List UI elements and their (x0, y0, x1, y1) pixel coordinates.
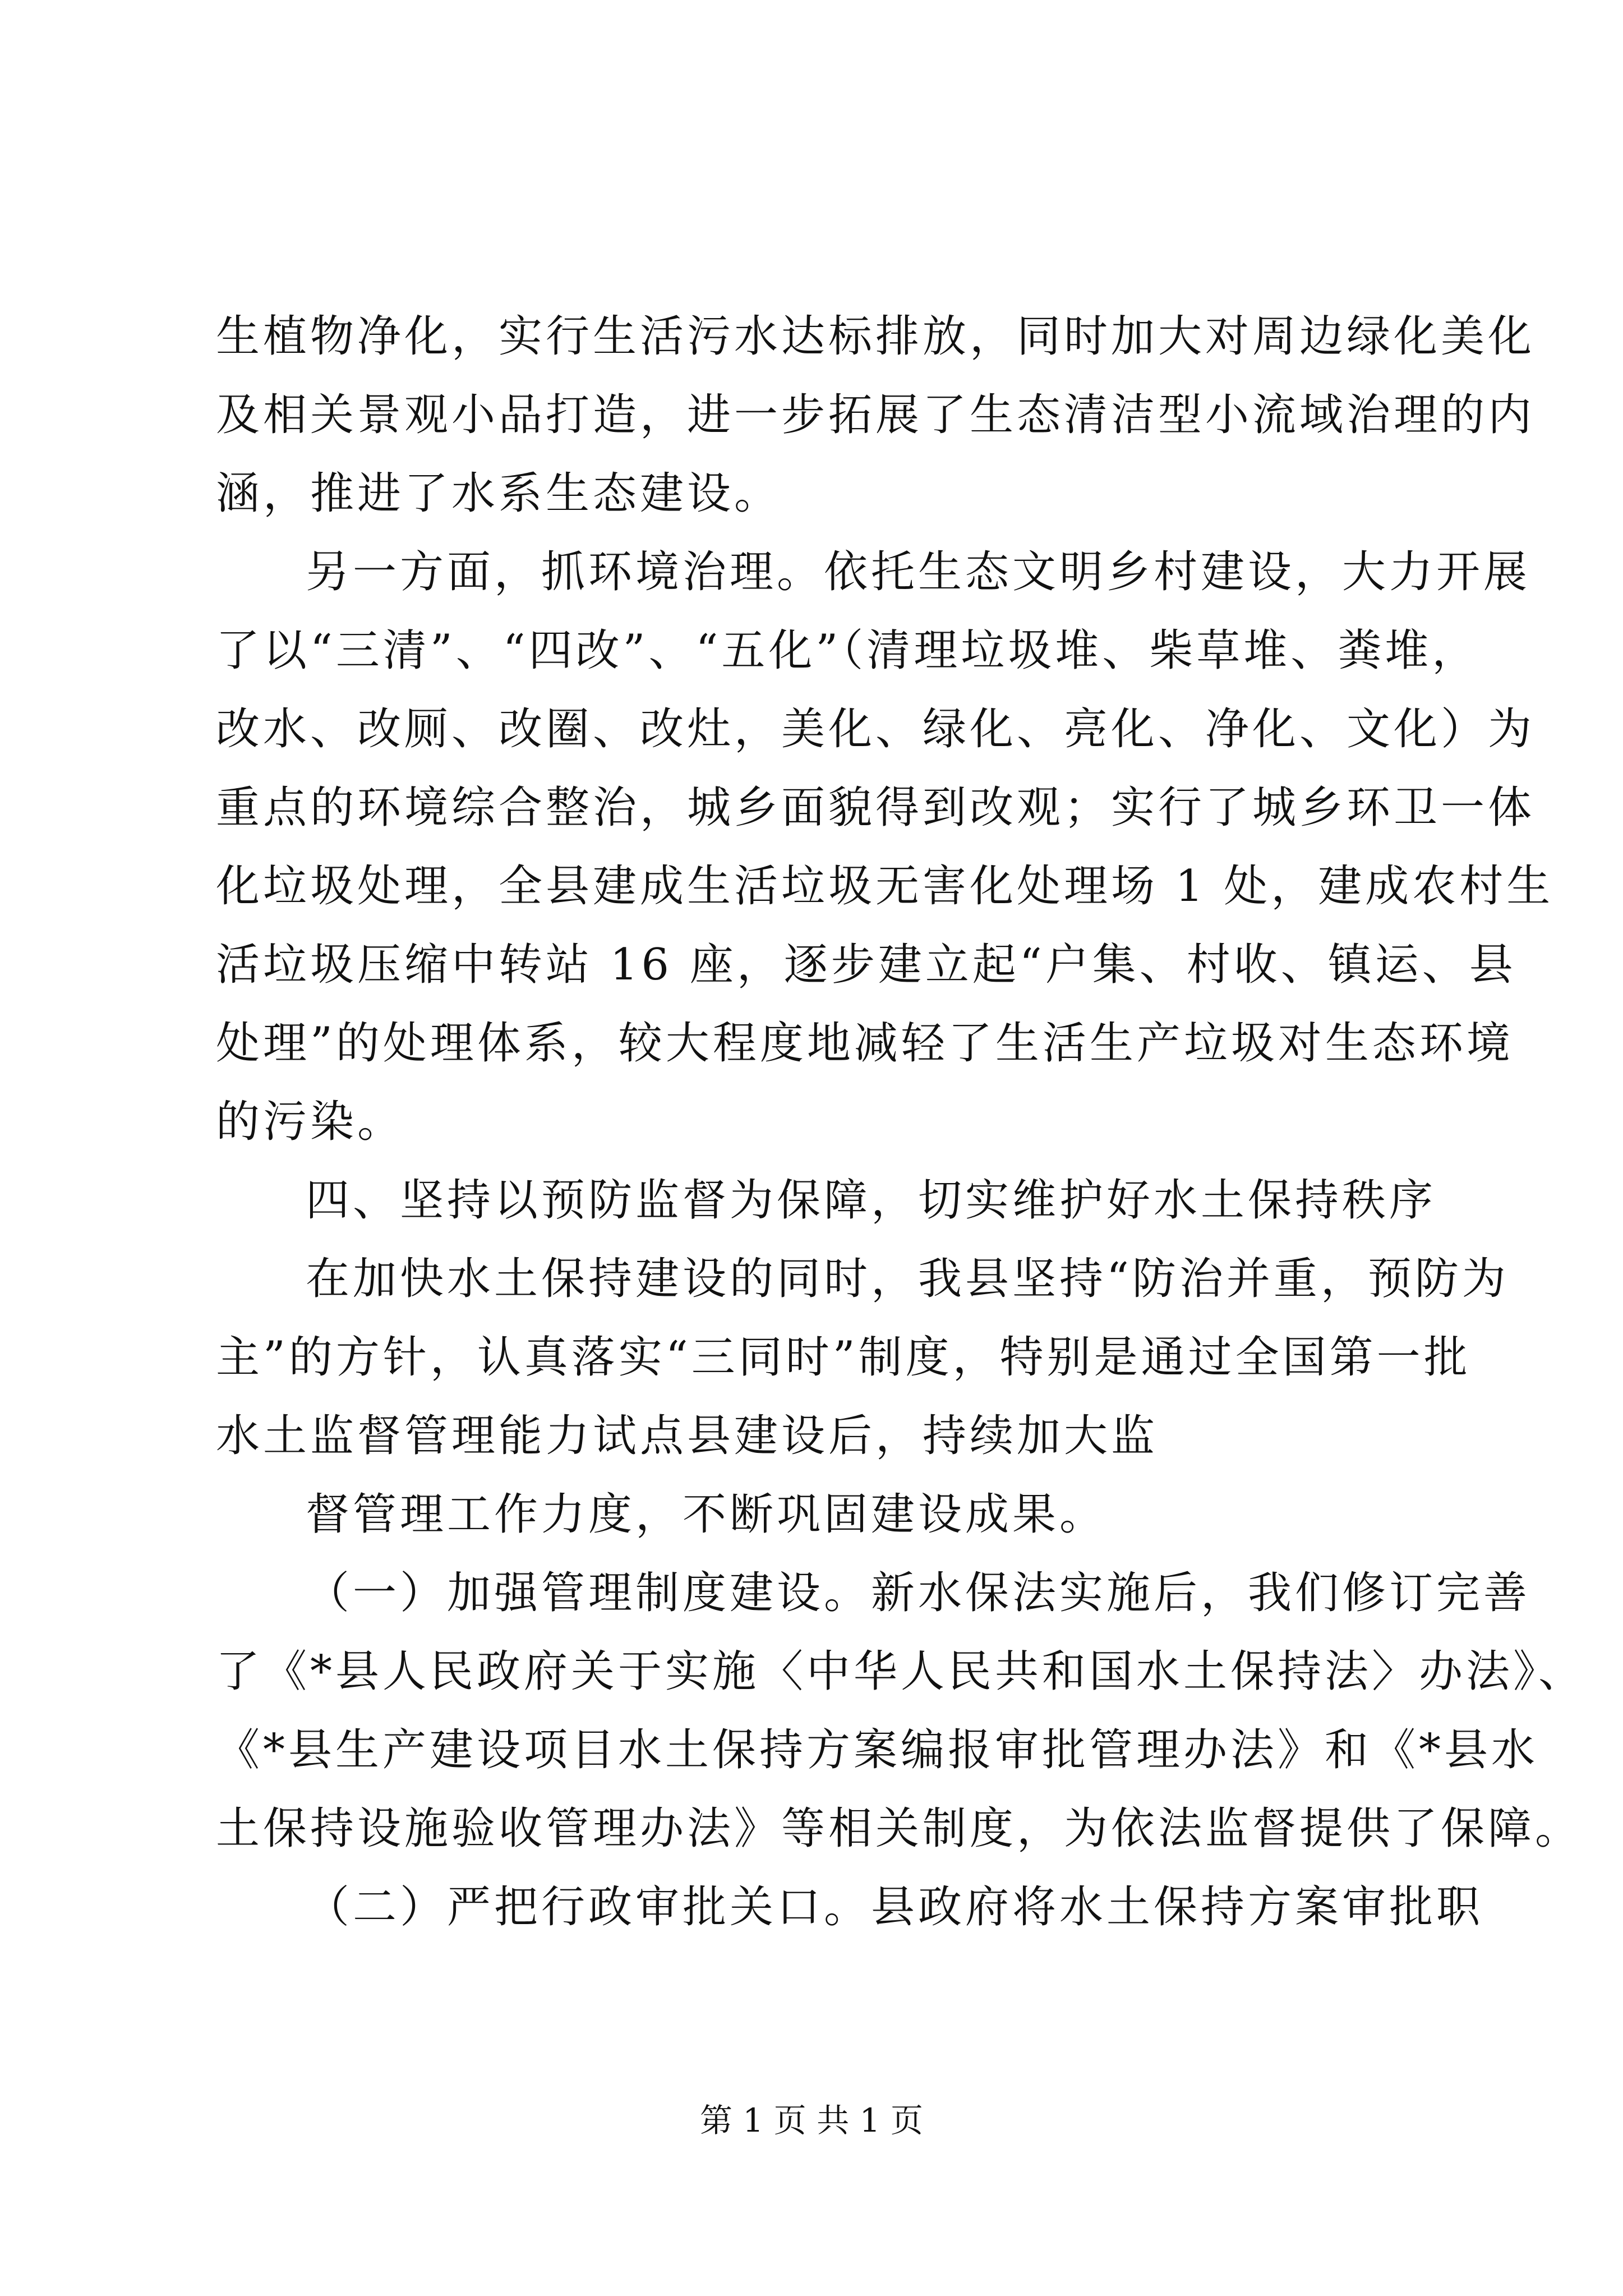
text-line-5: 了以“三清”、“四改”、“五化”（清理垃圾堆、柴草堆、粪堆， (216, 625, 1479, 676)
text-line-1: 生植物净化，实行生活污水达标排放，同时加大对周边绿化美化 (216, 311, 1536, 362)
text-line-14: 主”的方针，认真落实“三同时”制度，特别是通过全国第一批 (216, 1332, 1471, 1383)
text-line-11: 的污染。 (216, 1097, 405, 1147)
text-line-4: 另一方面，抓环境治理。依托生态文明乡村建设，大力开展 (306, 547, 1531, 597)
text-line-2: 及相关景观小品打造，进一步拓展了生态清洁型小流域治理的内 (216, 390, 1536, 440)
text-line-6: 改水、改厕、改圈、改灶，美化、绿化、亮化、净化、文化）为 (216, 704, 1536, 754)
text-line-17: （一）加强管理制度建设。新水保法实施后，我们修订完善 (306, 1568, 1531, 1618)
text-line-10: 处理”的处理体系，较大程度地减轻了生活生产垃圾对生态环境 (216, 1018, 1514, 1069)
text-line-18: 了《*县人民政府关于实施〈中华人民共和国水土保持法〉办法》、 (216, 1646, 1586, 1697)
text-line-7: 重点的环境综合整治，城乡面貌得到改观；实行了城乡环卫一体 (216, 783, 1536, 833)
text-line-9: 活垃圾压缩中转站 16 座，逐步建立起“户集、村收、镇运、县 (216, 940, 1516, 990)
text-line-20: 土保持设施验收管理办法》等相关制度，为依法监督提供了保障。 (216, 1803, 1583, 1854)
page-number-footer: 第 1 页 共 1 页 (700, 2101, 923, 2139)
text-line-21: （二）严把行政审批关口。县政府将水土保持方案审批职 (306, 1882, 1484, 1932)
section-heading: 四、坚持以预防监督为保障，切实维护好水土保持秩序 (306, 1175, 1437, 1226)
text-line-15: 水土监督管理能力试点县建设后，持续加大监 (216, 1411, 1159, 1461)
text-line-13: 在加快水土保持建设的同时，我县坚持“防治并重，预防为 (306, 1254, 1509, 1304)
text-line-16: 督管理工作力度，不断巩固建设成果。 (306, 1489, 1107, 1540)
text-line-8: 化垃圾处理，全县建成生活垃圾无害化处理场 1 处，建成农村生 (216, 861, 1554, 912)
text-line-19: 《*县生产建设项目水土保持方案编报审批管理办法》和《*县水 (216, 1725, 1539, 1775)
text-line-3: 涵，推进了水系生态建设。 (216, 468, 782, 519)
